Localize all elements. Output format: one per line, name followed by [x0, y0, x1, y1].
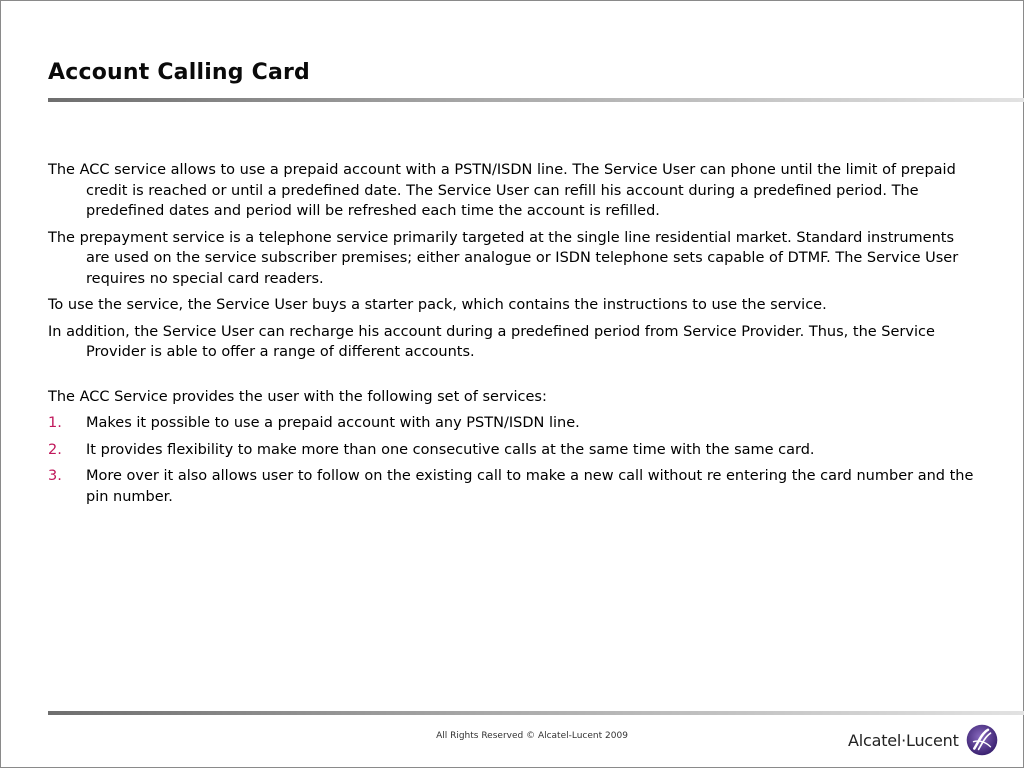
paragraph-spacer [48, 369, 978, 387]
logo-wordmark: Alcatel·Lucent [848, 730, 959, 750]
list-item-text: More over it also allows user to follow on the existing call to make a new call without re entering the card number and the pin number. [86, 468, 974, 505]
list-item-text: Makes it possible to use a prepaid account with any PSTN/ISDN line. [86, 415, 580, 431]
paragraph-recharge: In addition, the Service User can recharge his account during a predefined period from Service Provider. Thus, the Service Provider is able to offer a range of different accounts. [48, 323, 935, 360]
list-item-text: It provides flexibility to make more than one consecutive calls at the same time with the same card. [86, 441, 815, 458]
paragraph-acc-service: The ACC service allows to use a prepaid account with a PSTN/ISDN line. The Service User can phone until the limit of prepaid credit is reached or until a predefined date. The Service User can refill his account during a predefined period. The predefined dates and period will be refreshed each time the account is refilled. [48, 162, 956, 219]
list-item [48, 440, 978, 461]
footer-divider [48, 711, 1024, 715]
list-item-number: 2. [48, 441, 62, 458]
list-item-number: 3. [48, 468, 62, 484]
slide-body [48, 160, 978, 513]
paragraph-prepayment-service: The prepayment service is a telephone service primarily targeted at the single line residential market. Standard instruments are used on the service subscriber premises; either analogue or ISDN telephone sets capable of DTMF. The Service User requires no special card readers. [48, 229, 959, 287]
alcatel-lucent-swirl-logo-icon [965, 723, 999, 757]
list-intro: The ACC Service provides the user with the following set of services: [48, 388, 547, 405]
paragraph-starter-pack: To use the service, the Service User buys a starter pack, which contains the instructions to use the service. [48, 297, 827, 313]
list-item [48, 413, 978, 434]
title-divider [48, 98, 1024, 102]
alcatel-lucent-logo [848, 722, 999, 758]
copyright-notice: All Rights Reserved © Alcatel-Lucent 2009 [436, 731, 628, 741]
list-item [48, 466, 978, 507]
list-item-number: 1. [48, 415, 62, 431]
slide-title: Account Calling Card [48, 60, 310, 85]
